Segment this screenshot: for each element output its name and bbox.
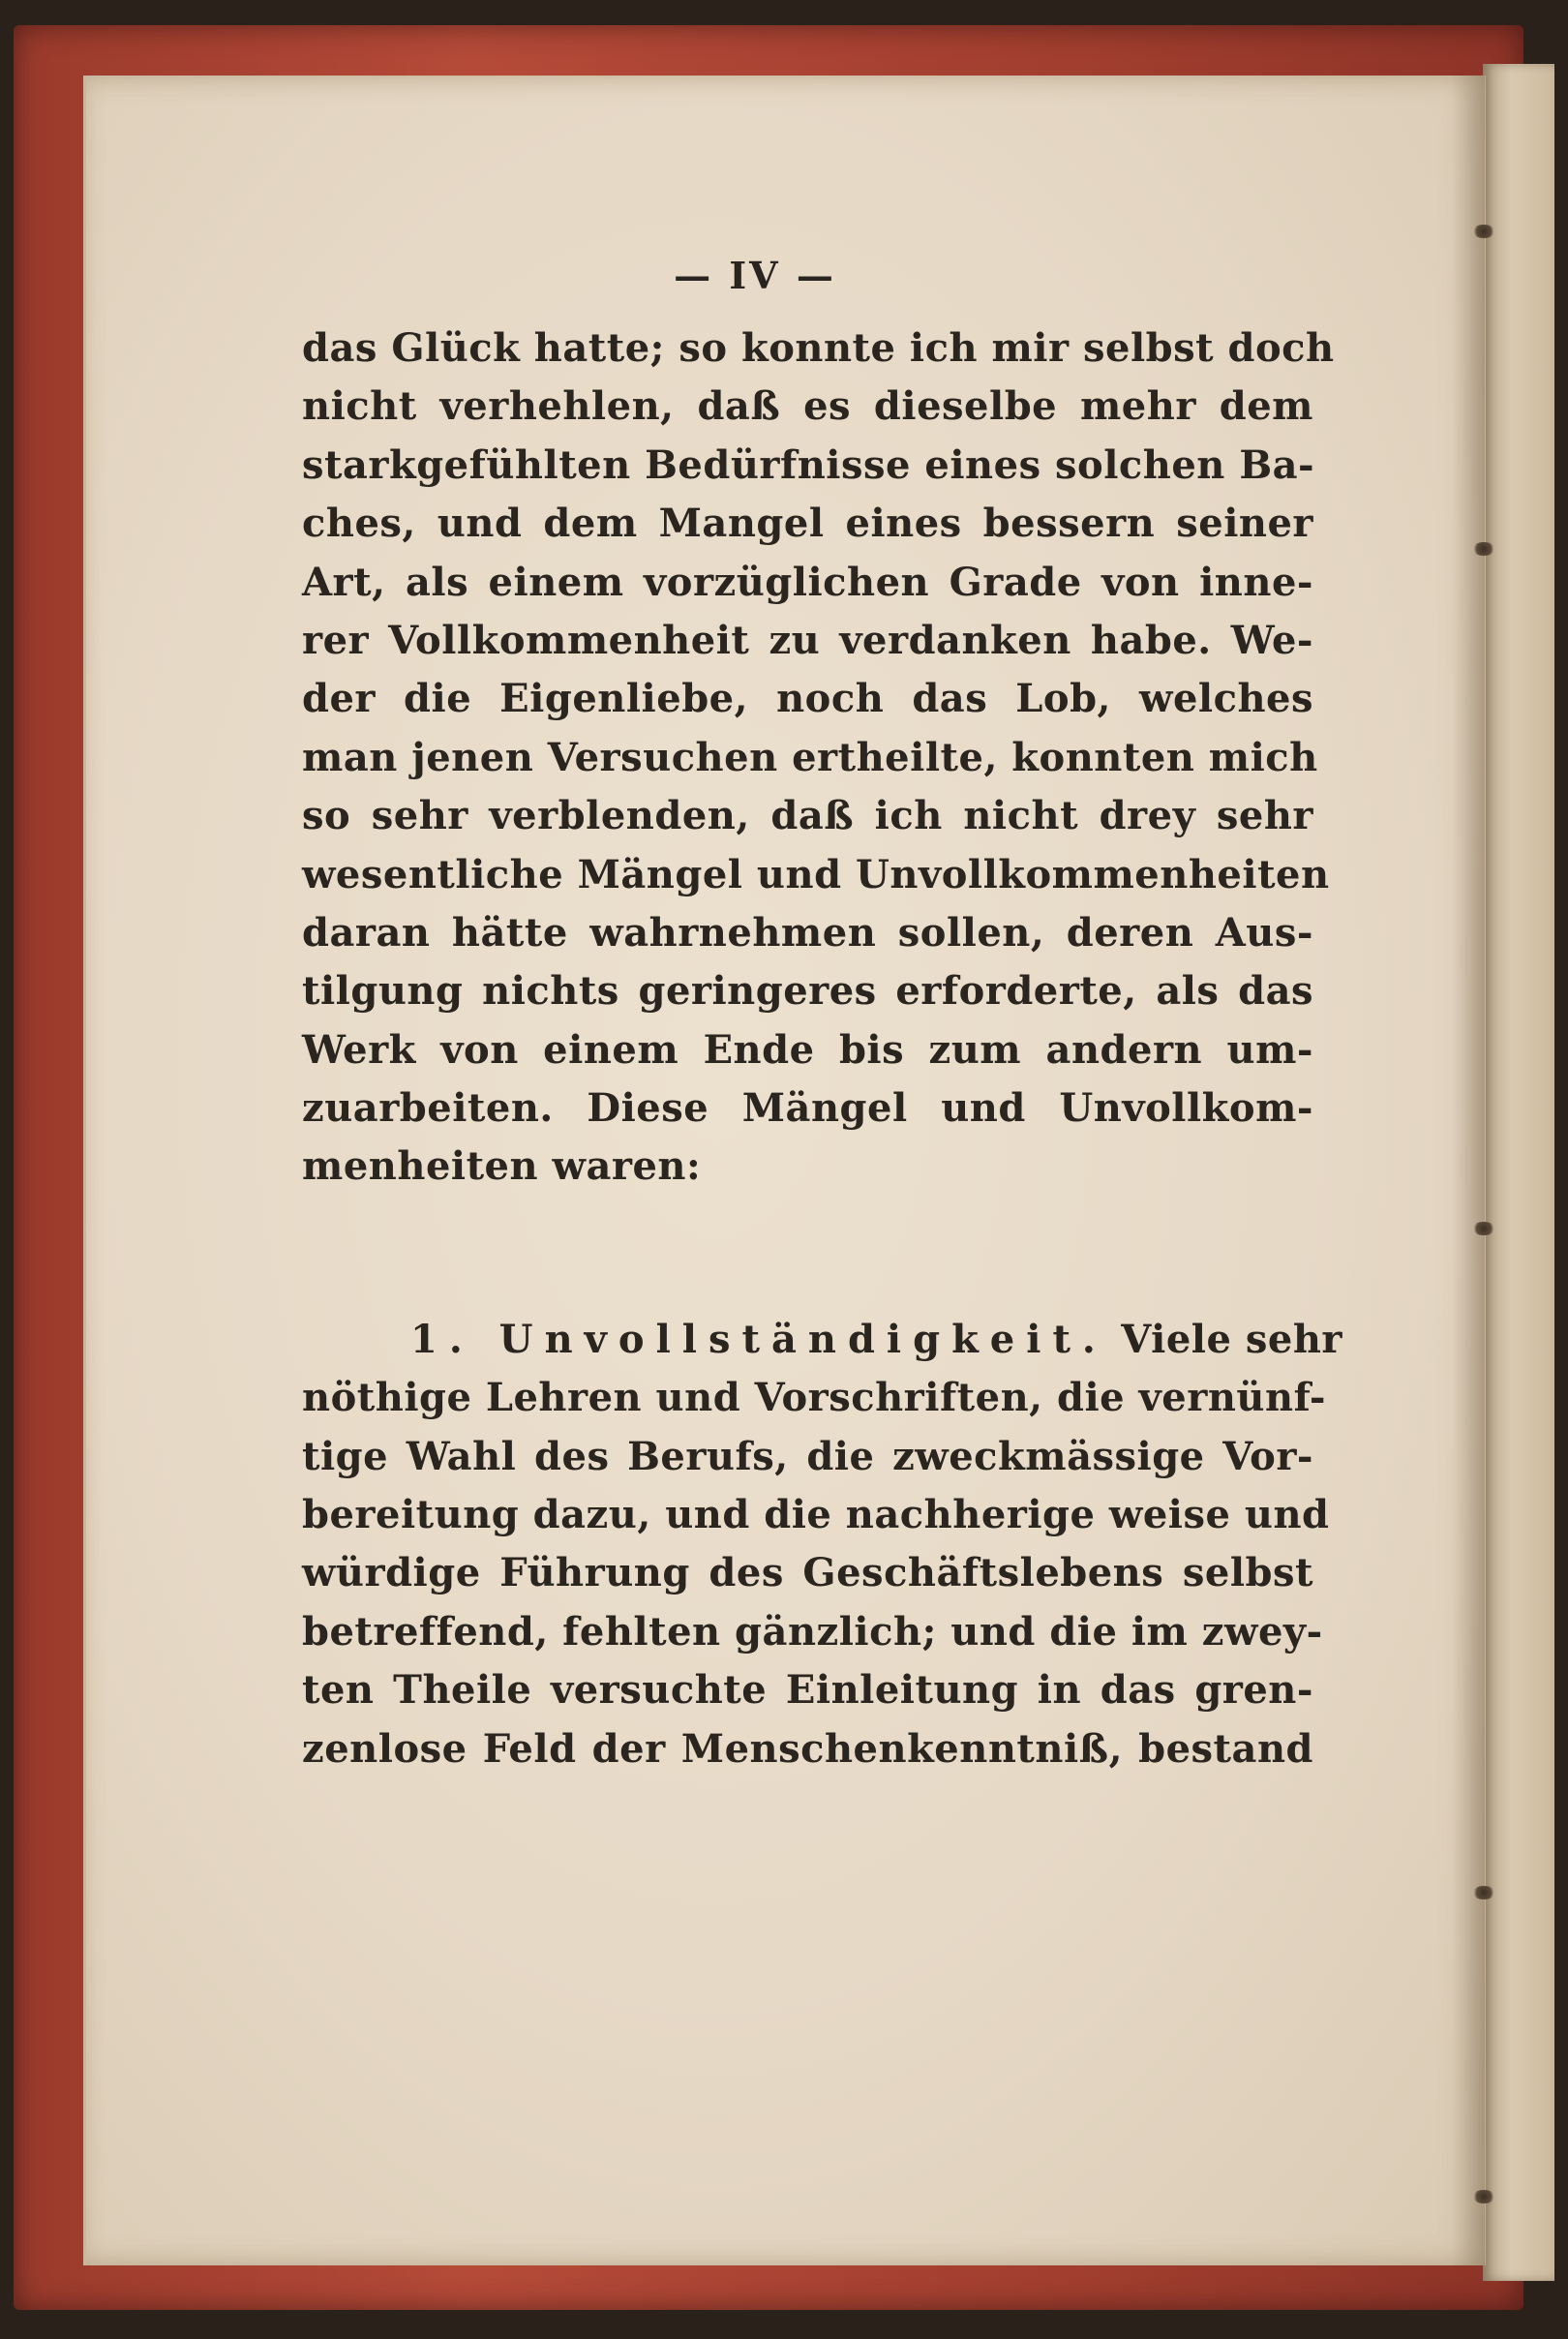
text-line: zenlose Feld der Menschenkenntniß, bestand xyxy=(302,1725,1313,1772)
section-heading: 1. Unvollständigkeit. xyxy=(410,1316,1107,1362)
text-line: man jenen Versuchen ertheilte, konnten mich xyxy=(302,734,1318,780)
text-line: Werk von einem Ende bis zum andern um- xyxy=(302,1026,1313,1073)
text-line: ten Theile versuchte Einleitung in das gren- xyxy=(302,1667,1313,1714)
text-line: so sehr verblenden, daß ich nicht drey sehr xyxy=(302,793,1313,839)
binding-tack xyxy=(1471,542,1496,556)
binding-tack xyxy=(1471,225,1496,238)
text-line: der die Eigenliebe, noch das Lob, welches xyxy=(302,676,1313,722)
binding-tack xyxy=(1471,1222,1496,1235)
text-line: rer Vollkommenheit zu verdanken habe. We- xyxy=(302,617,1313,663)
paragraph-1 xyxy=(302,319,1335,1197)
text-line: das Glück hatte; so konnte ich mir selbst doch xyxy=(302,325,1335,371)
text-line: würdige Führung des Geschäftslebens selbst xyxy=(302,1550,1313,1596)
text-line: ches, und dem Mangel eines bessern seiner xyxy=(302,501,1313,547)
text-line xyxy=(302,1311,1342,1369)
text-line: tilgung nichts geringeres erforderte, als das xyxy=(302,968,1313,1015)
page-number-text: — IV — xyxy=(674,254,836,297)
text-line: tige Wahl des Berufs, die zweckmässige Vor- xyxy=(302,1433,1313,1479)
text-line: daran hätte wahrnehmen sollen, deren Aus- xyxy=(302,909,1313,956)
text-line: nicht verhehlen, daß es dieselbe mehr dem xyxy=(302,383,1313,430)
spine-shadow xyxy=(1452,76,1485,2265)
text-line: menheiten waren: xyxy=(302,1143,702,1190)
paragraph-2 xyxy=(302,1311,1342,1778)
text-fragment: Viele sehr xyxy=(1121,1316,1342,1362)
text-line: nöthige Lehren und Vorschriften, die vernünf- xyxy=(302,1375,1326,1421)
text-line: zuarbeiten. Diese Mängel und Unvollkom- xyxy=(302,1085,1313,1132)
next-page-edge xyxy=(1483,64,1554,2281)
text-line: wesentliche Mängel und Unvollkommenheiten xyxy=(302,851,1330,897)
paragraph-gap xyxy=(302,1197,1313,1311)
binding-tack xyxy=(1471,1886,1496,1899)
text-line: bereitung dazu, und die nachherige weise und xyxy=(302,1492,1330,1538)
text-line: Art, als einem vorzüglichen Grade von inne- xyxy=(302,559,1313,605)
text-line: betreffend, fehlten gänzlich; und die im zwey- xyxy=(302,1608,1323,1655)
binding-tack xyxy=(1471,2190,1496,2203)
page-text xyxy=(302,319,1342,1778)
text-line: starkgefühlten Bedürfnisse eines solchen Ba- xyxy=(302,441,1315,488)
page-number xyxy=(0,254,1568,297)
